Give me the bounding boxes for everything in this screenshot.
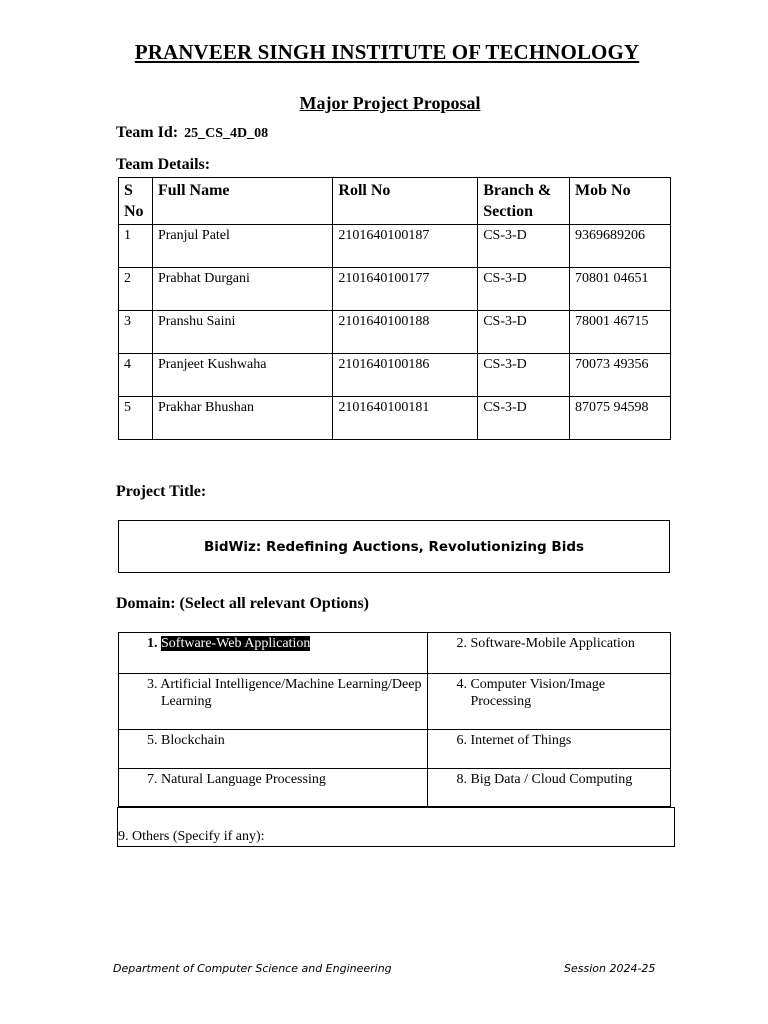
cell-branch[interactable]: CS-3-D — [478, 225, 570, 268]
domain-others-field[interactable] — [117, 807, 675, 847]
cell-mobile[interactable]: 78001 46715 — [570, 311, 671, 354]
project-title-value[interactable]: BidWiz: Redefining Auctions, Revolutionizing Bids — [203, 538, 585, 555]
option-text[interactable]: Artificial Intelligence/Machine Learning/Deep — [160, 677, 422, 692]
cell-name[interactable]: Pranjul Patel — [152, 225, 332, 268]
domain-row — [119, 730, 671, 769]
domain-option-ai-ml-dl[interactable]: 3. Artificial Intelligence/Machine Learning/Deep Learning — [119, 674, 428, 730]
domain-row — [119, 674, 671, 730]
domain-options-table — [118, 632, 671, 807]
team-details-label: Team Details: — [116, 156, 211, 173]
option-text-continued: Learning — [161, 694, 212, 709]
domain-option-big-data-cloud[interactable]: 8. Big Data / Cloud Computing — [428, 769, 671, 807]
column-header-mobile: Mob No — [570, 178, 671, 225]
footer-session: Session 2024-25 — [564, 962, 656, 975]
others-label: 9. Others (Specify if any): — [118, 829, 265, 844]
option-text[interactable]: Blockchain — [161, 733, 225, 748]
project-title-field[interactable] — [118, 520, 670, 573]
column-header-name: Full Name — [152, 178, 332, 225]
cell-sno[interactable]: 4 — [119, 354, 153, 397]
project-title-label: Project Title: — [116, 483, 207, 500]
domain-option-nlp[interactable]: 7. Natural Language Processing — [119, 769, 428, 807]
cell-roll[interactable]: 2101640100188 — [333, 311, 478, 354]
option-text[interactable]: Big Data / Cloud Computing — [470, 772, 633, 787]
document-title: Major Project Proposal — [299, 93, 481, 113]
option-text-selected[interactable]: Software-Web Application — [161, 636, 311, 651]
domain-label: Domain: (Select all relevant Options) — [116, 595, 370, 612]
option-text[interactable]: Internet of Things — [470, 733, 572, 748]
cell-sno[interactable]: 2 — [119, 268, 153, 311]
institute-title: PRANVEER SINGH INSTITUTE OF TECHNOLOGY — [134, 40, 640, 64]
domain-option-iot[interactable]: 6. Internet of Things — [428, 730, 671, 769]
cell-branch[interactable]: CS-3-D — [478, 268, 570, 311]
cell-sno[interactable]: 3 — [119, 311, 153, 354]
team-id-label: Team Id: — [116, 124, 179, 141]
team-details-table — [118, 177, 671, 440]
option-text[interactable]: Software-Mobile Application — [470, 636, 635, 651]
option-text[interactable]: Computer Vision/Image — [470, 677, 606, 692]
domain-option-computer-vision[interactable]: 4. Computer Vision/Image Processing — [428, 674, 671, 730]
column-header-roll: Roll No — [333, 178, 478, 225]
cell-roll[interactable]: 2101640100187 — [333, 225, 478, 268]
cell-name[interactable]: Prabhat Durgani — [152, 268, 332, 311]
cell-roll[interactable]: 2101640100177 — [333, 268, 478, 311]
cell-mobile[interactable]: 70801 04651 — [570, 268, 671, 311]
domain-option-mobile-application[interactable]: 2. Software-Mobile Application — [428, 633, 671, 674]
cell-name[interactable]: Pranshu Saini — [152, 311, 332, 354]
table-header-row — [119, 178, 671, 225]
cell-branch[interactable]: CS-3-D — [478, 311, 570, 354]
cell-roll[interactable]: 2101640100181 — [333, 397, 478, 440]
option-text-continued: Processing — [470, 694, 532, 709]
cell-sno[interactable]: 1 — [119, 225, 153, 268]
domain-option-blockchain[interactable]: 5. Blockchain — [119, 730, 428, 769]
cell-sno[interactable]: 5 — [119, 397, 153, 440]
table-row — [119, 397, 671, 440]
option-text[interactable]: Natural Language Processing — [161, 772, 326, 787]
cell-branch[interactable]: CS-3-D — [478, 397, 570, 440]
cell-mobile[interactable]: 9369689206 — [570, 225, 671, 268]
cell-roll[interactable]: 2101640100186 — [333, 354, 478, 397]
column-header-branch: Branch & Section — [478, 178, 570, 225]
table-row — [119, 311, 671, 354]
table-row — [119, 354, 671, 397]
cell-branch[interactable]: CS-3-D — [478, 354, 570, 397]
domain-option-web-application[interactable] — [119, 633, 428, 674]
cell-mobile[interactable]: 70073 49356 — [570, 354, 671, 397]
cell-name[interactable]: Pranjeet Kushwaha — [152, 354, 332, 397]
column-header-sno: S No — [119, 178, 153, 225]
table-row — [119, 225, 671, 268]
domain-row — [119, 769, 671, 807]
footer-department: Department of Computer Science and Engineering — [113, 962, 392, 975]
cell-name[interactable]: Prakhar Bhushan — [152, 397, 332, 440]
team-id-row — [116, 124, 268, 142]
team-id-value[interactable]: 25_CS_4D_08 — [184, 126, 269, 141]
domain-row — [119, 633, 671, 674]
option-number: 1. — [147, 636, 158, 651]
cell-mobile[interactable]: 87075 94598 — [570, 397, 671, 440]
table-row — [119, 268, 671, 311]
